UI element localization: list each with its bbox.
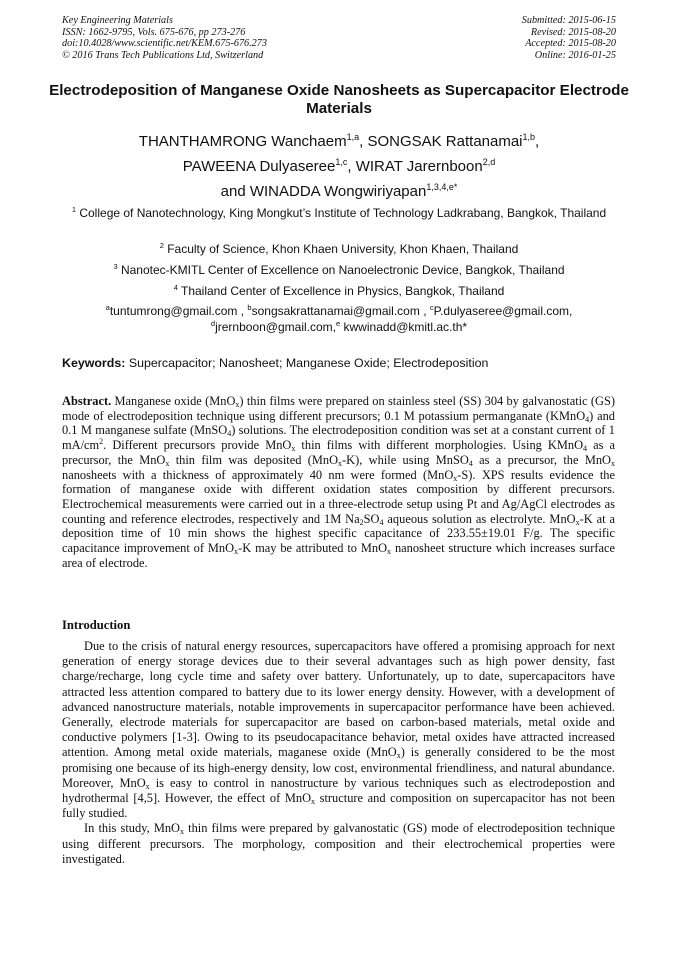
author-name: THANTHAMRONG Wanchaem <box>138 133 347 150</box>
email-c[interactable]: P.dulyaseree@gmail.com <box>433 304 569 318</box>
intro-text: In this study, MnO <box>84 821 180 836</box>
author-name: SONGSAK Rattanamai <box>367 133 523 150</box>
subscript: 4 <box>227 429 232 439</box>
author-name: WIRAT Jarernboon <box>355 158 483 175</box>
subscript: 4 <box>468 458 473 468</box>
affiliation-number: 1 <box>71 205 76 214</box>
subscript: x <box>611 458 615 468</box>
subscript: x <box>234 547 239 557</box>
journal-header <box>62 15 267 61</box>
date-revised: Revised: 2015-08-20 <box>530 26 616 38</box>
abstract-text: as a precursor, the MnO <box>62 438 615 467</box>
journal-name: Key Engineering Materials <box>62 15 173 26</box>
journal-doi: doi:10.4028/www.scientific.net/KEM.675-676.273 <box>62 38 267 50</box>
subscript: 4 <box>379 517 384 527</box>
email-a[interactable]: tuntumrong@gmail.com <box>109 304 238 318</box>
affiliation-text: Faculty of Science, Khon Khaen University, Khon Khaen, Thailand <box>167 242 519 256</box>
email-sup: c <box>429 303 434 312</box>
email-line-1: $^a$tuntumrong@gmail.com , $^b$songsakrattanamai@gmail.com , $^c$P.dulyaseree@gmail.com, <box>105 303 573 318</box>
subscript: 2 <box>359 517 364 527</box>
subscript: x <box>396 751 401 761</box>
email-list <box>62 304 616 335</box>
author-line-2: PAWEENA Dulyaseree$^{1,c}$, WIRAT Jarernboon$^{2,d}$ <box>182 157 496 175</box>
subscript: x <box>145 781 150 791</box>
subscript: x <box>291 444 296 454</box>
author-name: WINADDA Wongwiriyapan <box>249 183 427 200</box>
email-b[interactable]: songsakrattanamai@gmail.com <box>251 304 420 318</box>
paper-title: Electrodeposition of Manganese Oxide Nanosheets as Supercapacitor Electrode Materials <box>49 82 629 117</box>
affiliation-number: 3 <box>113 262 118 271</box>
intro-text: Due to the crisis of natural energy resources, supercapacitors have offered a promising approach for next generation of energy storage devices due to their several advantages such as high power density, fast charge/recharge, long cycle time and safety over battery. Unfortunately, up to date, supercapacitors have attracted less attention compared to battery due to its lower energy density. However, with a development of advanced nanostructure materials, notable improvements in supercapacitor performance have been achieved. Generally, electrode materials for supercapacitor are based on carbon-based materials, metal oxide and conductive polymers [1-3]. Owing to its pseudocapacitance behavior, metal oxides have attracted increased attention. Among metal oxide materials, maganese oxide (MnO <box>62 639 615 760</box>
superscript: 2 <box>99 437 104 447</box>
introduction-body <box>62 639 615 867</box>
abstract-text: -K may be attributed to MnO <box>238 541 388 556</box>
author-list <box>40 129 638 204</box>
subscript: 4 <box>585 414 590 424</box>
section-heading-introduction: Introduction <box>62 618 131 632</box>
intro-paragraph-2 <box>62 821 615 867</box>
intro-text: ) is generally considered to be the most promising one because of its high-energy density, low cost, environmental friendliness, and natural abundance. Moreover, MnO <box>62 745 615 790</box>
affiliation-text: Nanotec-KMITL Center of Excellence on Nanoelectronic Device, Bangkok, Thailand <box>120 263 565 277</box>
abstract-text: thin films with different morphologies. Using KMnO <box>295 438 584 453</box>
email-sup: a <box>105 303 110 312</box>
subscript: x <box>165 458 170 468</box>
journal-issn: ISSN: 1662-9795, Vols. 675-676, pp 273-276 <box>62 26 246 38</box>
author-affil-sup: 1,b <box>522 132 536 142</box>
affiliation-number: 2 <box>159 241 164 250</box>
affiliation-text: Thailand Center of Excellence in Physics, Bangkok, Thailand <box>181 284 505 298</box>
abstract-text: nanosheets with a thickness of approximately 40 nm were formed (MnO <box>62 467 454 482</box>
author-line-3 <box>40 179 638 204</box>
author-name: PAWEENA Dulyaseree <box>182 158 336 175</box>
subscript: x <box>311 797 316 807</box>
subscript: x <box>387 547 392 557</box>
intro-text: thin films were prepared by galvanostatic (GS) mode of electrodeposition technique using different precursors. The morphology, composition and their electrochemical properties were investigated. <box>62 821 615 866</box>
affiliation-number: 4 <box>173 283 178 292</box>
author-affil-sup: 1,3,4,e* <box>426 182 458 192</box>
email-e[interactable]: kwwinadd@kmitl.ac.th* <box>343 319 468 334</box>
abstract <box>62 394 615 570</box>
abstract-text: nanosheet structure which increases surface area of electrode. <box>62 541 615 570</box>
email-d[interactable]: jrernboon@gmail.com <box>215 319 333 334</box>
abstract-text: Manganese oxide (MnO <box>114 394 236 408</box>
subscript: x <box>575 517 580 527</box>
intro-paragraph-1 <box>62 639 615 821</box>
affiliation-1 <box>62 206 616 222</box>
abstract-text: ) and 0.1 M manganese sulfate (MnSO <box>62 408 615 438</box>
email-sup: d <box>210 318 216 328</box>
affiliation-2 <box>62 242 616 258</box>
email-line-2: $^d$jrernboon@gmail.com,$^e$ kwwinadd@kmitl.ac.th* <box>210 318 468 334</box>
abstract-text: aqueous solution as electrolyte. MnO <box>383 511 576 526</box>
intro-text: structure and composition on supercapacitor has not been fully studied. <box>62 791 616 821</box>
abstract-text: . Different precursors provide MnO <box>103 438 292 453</box>
date-accepted: Accepted: 2015-08-20 <box>525 38 616 50</box>
subscript: x <box>338 458 343 468</box>
abstract-text: -K at a deposition time of 10 min shows the highest specific capacitance of 233.55±19.01 F/g. The specific capacitance improvement of MnO <box>62 511 615 556</box>
abstract-text: as a precursor, the MnO <box>472 452 611 467</box>
author-affil-sup: 1,a <box>346 132 360 142</box>
keywords-label: Keywords: <box>62 356 126 370</box>
abstract-text: SO <box>363 511 380 526</box>
keywords-text: Supercapacitor; Nanosheet; Manganese Oxide; Electrodeposition <box>128 356 489 370</box>
affiliation-text: College of Nanotechnology, King Mongkut’s Institute of Technology Ladkrabang, Bangkok, Thailand <box>79 206 607 220</box>
date-online: Online: 2016-01-25 <box>534 49 616 61</box>
author-affil-sup: 2,d <box>482 157 496 167</box>
abstract-text: ) solutions. The electrodeposition condition was set at a constant current of 1 mA/cm <box>62 423 615 453</box>
abstract-text: thin film was deposited (MnO <box>169 452 339 467</box>
abstract-label: Abstract. <box>62 394 112 408</box>
author-conjunction: and <box>220 183 246 200</box>
abstract-text: -S). XPS results evidence the formation of manganese oxide with different oxidation states composition by different precursors. Electrochemical measurements were carried out in a three-electrode setup using Pt and Ag/AgCl electrodes as counting and reference electrodes, respectively and 1M Na <box>62 467 615 526</box>
email-sup: e <box>336 318 341 328</box>
subscript: x <box>235 400 240 409</box>
abstract-text: ) thin films were prepared on stainless steel (SS) 304 by galvanostatic (GS) mode of electrodeposition technique using different precursors; 0.1 M potassium permanganate (KMnO <box>62 394 615 423</box>
abstract-text: -K), while using MnSO <box>342 452 469 467</box>
subscript: x <box>179 827 184 837</box>
keywords <box>62 355 616 371</box>
journal-copyright: © 2016 Trans Tech Publications Ltd, Switzerland <box>62 49 264 61</box>
affiliation-3 <box>62 263 616 279</box>
subscript: 4 <box>583 444 588 454</box>
author-affil-sup: 1,c <box>335 157 348 167</box>
subscript: x <box>453 473 458 483</box>
author-line-1: THANTHAMRONG Wanchaem$^{1,a}$, SONGSAK Rattanamai$^{1,b}$, <box>138 132 540 150</box>
email-sup: b <box>247 303 252 312</box>
dates-header <box>522 15 616 61</box>
date-submitted: Submitted: 2015-06-15 <box>521 15 616 26</box>
intro-text: is easy to control in nanostructure by various techniques such as electrodepostion and hydrothermal [4,5]. However, the effect of MnO <box>62 775 615 806</box>
affiliation-4 <box>62 284 616 300</box>
